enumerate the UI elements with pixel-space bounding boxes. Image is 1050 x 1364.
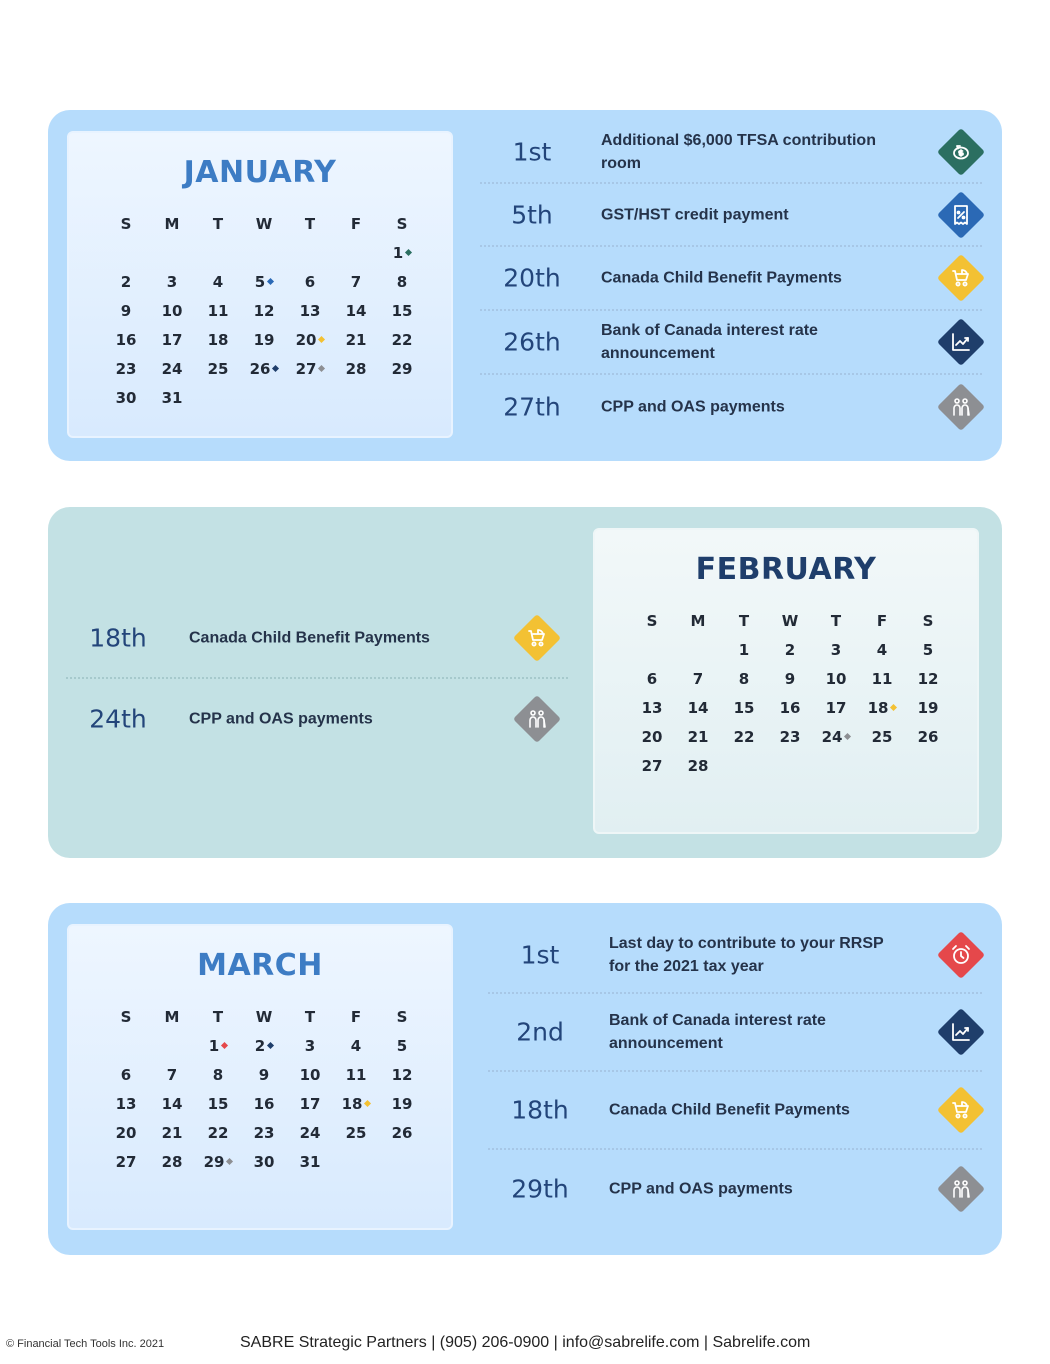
calendar-day: 17 — [161, 331, 183, 349]
calendar-day: 3 — [166, 273, 178, 291]
calendar-day: 18 — [333, 1093, 379, 1122]
calendar-day: 19 — [253, 331, 275, 349]
event-marker-dot — [318, 336, 325, 343]
contact-line: SABRE Strategic Partners | (905) 206-0900 | info@sabrelife.com | Sabrelife.com — [240, 1334, 811, 1351]
event-date: 20th — [503, 263, 561, 293]
calendar-day: 8 — [738, 670, 750, 688]
empty-day-cell — [103, 242, 149, 271]
calendar-day: 2 — [241, 1035, 287, 1064]
event-marker-dot — [272, 365, 279, 372]
calendar-day: 4 — [350, 1037, 362, 1055]
weekday-header: M — [690, 612, 706, 630]
weekday-header: W — [255, 1008, 273, 1026]
empty-day-cell — [241, 242, 287, 271]
calendar-day: 10 — [825, 670, 847, 688]
february-grid — [629, 610, 951, 784]
calendar-day: 27 — [287, 358, 333, 387]
calendar-day: 22 — [391, 331, 413, 349]
trend-chart-icon — [937, 1008, 985, 1056]
calendar-day: 15 — [733, 699, 755, 717]
calendar-day: 9 — [784, 670, 796, 688]
event-description: Canada Child Benefit Payments — [601, 269, 842, 287]
weekday-header: M — [164, 215, 180, 233]
event-date: 27th — [503, 392, 561, 422]
january-panel — [48, 110, 1002, 461]
calendar-day: 21 — [345, 331, 367, 349]
weekday-header: M — [164, 1008, 180, 1026]
calendar-day: 12 — [253, 302, 275, 320]
event-date: 18th — [511, 1095, 569, 1125]
march-panel — [48, 903, 1002, 1255]
weekday-header: T — [830, 612, 842, 630]
event-date: 29th — [511, 1174, 569, 1204]
calendar-day: 1 — [738, 641, 750, 659]
calendar-day: 11 — [345, 1066, 367, 1084]
event-marker-dot — [267, 278, 274, 285]
seniors-icon — [937, 1165, 985, 1213]
calendar-day: 26 — [917, 728, 939, 746]
calendar-day: 13 — [299, 302, 321, 320]
event-row — [488, 994, 982, 1072]
event-description: CPP and OAS payments — [609, 1180, 793, 1198]
calendar-day: 25 — [345, 1124, 367, 1142]
event-description: CPP and OAS payments — [189, 710, 373, 728]
weekday-header: T — [212, 215, 224, 233]
calendar-day: 18 — [207, 331, 229, 349]
calendar-day: 12 — [917, 670, 939, 688]
march-calendar — [67, 924, 453, 1230]
calendar-day: 20 — [115, 1124, 137, 1142]
event-date: 5th — [511, 200, 553, 229]
calendar-day: 12 — [391, 1066, 413, 1084]
calendar-day: 23 — [115, 360, 137, 378]
calendar-day: 25 — [871, 728, 893, 746]
calendar-day: 17 — [825, 699, 847, 717]
event-row — [488, 1150, 982, 1228]
calendar-day: 3 — [830, 641, 842, 659]
calendar-day: 27 — [115, 1153, 137, 1171]
weekday-header: S — [646, 612, 658, 630]
event-row — [66, 599, 568, 679]
calendar-day: 16 — [115, 331, 137, 349]
weekday-header: F — [350, 1008, 362, 1026]
event-date: 1st — [512, 137, 552, 167]
calendar-day: 23 — [253, 1124, 275, 1142]
calendar-day: 25 — [207, 360, 229, 378]
calendar-day: 13 — [115, 1095, 137, 1113]
calendar-day: 26 — [241, 358, 287, 387]
event-row — [480, 311, 982, 375]
event-date: 26th — [503, 327, 561, 357]
event-description: Canada Child Benefit Payments — [189, 629, 430, 647]
event-date: 24th — [89, 704, 147, 734]
event-description: CPP and OAS payments — [601, 398, 785, 416]
calendar-day: 6 — [646, 670, 658, 688]
calendar-day: 24 — [299, 1124, 321, 1142]
weekday-header: T — [304, 1008, 316, 1026]
calendar-day: 13 — [641, 699, 663, 717]
february-events — [66, 599, 568, 759]
event-row — [66, 679, 568, 759]
calendar-day: 5 — [396, 1037, 408, 1055]
calendar-day: 15 — [207, 1095, 229, 1113]
calendar-day: 16 — [779, 699, 801, 717]
weekday-header: T — [212, 1008, 224, 1026]
march-title: MARCH — [197, 948, 323, 983]
calendar-day: 17 — [299, 1095, 321, 1113]
calendar-day: 1 — [195, 1035, 241, 1064]
calendar-day: 2 — [120, 273, 132, 291]
event-row — [488, 918, 982, 994]
stroller-icon — [937, 254, 985, 302]
calendar-day: 22 — [207, 1124, 229, 1142]
empty-day-cell — [333, 242, 379, 271]
receipt-percent-icon — [937, 190, 985, 238]
event-marker-dot — [221, 1042, 228, 1049]
weekday-header: S — [120, 1008, 132, 1026]
february-panel — [48, 507, 1002, 858]
calendar-day: 18 — [859, 697, 905, 726]
event-row — [480, 122, 982, 184]
weekday-header: S — [922, 612, 934, 630]
calendar-day: 7 — [350, 273, 362, 291]
empty-day-cell — [149, 242, 195, 271]
calendar-day: 30 — [115, 389, 137, 407]
calendar-day: 30 — [253, 1153, 275, 1171]
calendar-day: 29 — [391, 360, 413, 378]
calendar-day: 21 — [161, 1124, 183, 1142]
copyright-text: © Financial Tech Tools Inc. 2021 — [6, 1338, 165, 1350]
event-date: 2nd — [516, 1017, 564, 1047]
calendar-day: 9 — [120, 302, 132, 320]
event-marker-dot — [318, 365, 325, 372]
weekday-header: S — [396, 1008, 408, 1026]
january-title: JANUARY — [183, 155, 337, 190]
march-events — [488, 918, 982, 1228]
calendar-day: 9 — [258, 1066, 270, 1084]
calendar-day: 8 — [396, 273, 408, 291]
seniors-icon — [513, 695, 561, 743]
calendar-day: 26 — [391, 1124, 413, 1142]
calendar-day: 29 — [195, 1151, 241, 1180]
event-description: Last day to contribute to your RRSP for the 2021 tax year — [609, 935, 884, 975]
event-row — [480, 375, 982, 439]
event-marker-dot — [364, 1100, 371, 1107]
event-marker-dot — [405, 249, 412, 256]
calendar-day: 20 — [641, 728, 663, 746]
weekday-header: W — [255, 215, 273, 233]
event-row — [480, 247, 982, 311]
calendar-day: 10 — [299, 1066, 321, 1084]
calendar-day: 14 — [161, 1095, 183, 1113]
weekday-header: S — [120, 215, 132, 233]
calendar-day: 20 — [287, 329, 333, 358]
empty-day-cell — [103, 1035, 149, 1064]
weekday-header: F — [350, 215, 362, 233]
calendar-day: 27 — [641, 757, 663, 775]
calendar-day: 24 — [161, 360, 183, 378]
event-description: Canada Child Benefit Payments — [609, 1101, 850, 1119]
event-marker-dot — [267, 1042, 274, 1049]
calendar-day: 19 — [391, 1095, 413, 1113]
calendar-day: 6 — [120, 1066, 132, 1084]
alarm-clock-icon — [937, 931, 985, 979]
calendar-day: 11 — [871, 670, 893, 688]
calendar-day: 8 — [212, 1066, 224, 1084]
calendar-day: 23 — [779, 728, 801, 746]
february-title: FEBRUARY — [695, 552, 877, 587]
calendar-day: 7 — [692, 670, 704, 688]
event-description: GST/HST credit payment — [601, 206, 789, 223]
calendar-day: 21 — [687, 728, 709, 746]
calendar-day: 22 — [733, 728, 755, 746]
stroller-icon — [937, 1086, 985, 1134]
event-date: 1st — [520, 940, 560, 970]
weekday-header: F — [876, 612, 888, 630]
stroller-icon — [513, 614, 561, 662]
event-marker-dot — [226, 1158, 233, 1165]
weekday-header: S — [396, 215, 408, 233]
event-date: 18th — [89, 623, 147, 653]
march-grid — [103, 1006, 425, 1180]
calendar-day: 5 — [922, 641, 934, 659]
calendar-day: 4 — [876, 641, 888, 659]
calendar-day: 10 — [161, 302, 183, 320]
january-grid — [103, 213, 425, 416]
calendar-day: 31 — [161, 389, 183, 407]
empty-day-cell — [287, 242, 333, 271]
calendar-day: 7 — [166, 1066, 178, 1084]
calendar-day: 4 — [212, 273, 224, 291]
event-row — [488, 1072, 982, 1150]
calendar-day: 6 — [304, 273, 316, 291]
calendar-day: 1 — [379, 242, 425, 271]
calendar-day: 28 — [687, 757, 709, 775]
empty-day-cell — [629, 639, 675, 668]
event-description: Bank of Canada interest rate announcement — [601, 322, 818, 362]
february-calendar — [593, 528, 979, 834]
calendar-day: 19 — [917, 699, 939, 717]
weekday-header: W — [781, 612, 799, 630]
weekday-header: T — [304, 215, 316, 233]
seniors-icon — [937, 383, 985, 431]
calendar-day: 28 — [161, 1153, 183, 1171]
calendar-day: 5 — [241, 271, 287, 300]
calendar-day: 2 — [784, 641, 796, 659]
trend-chart-icon — [937, 318, 985, 366]
event-description: Additional $6,000 TFSA contribution room — [601, 132, 876, 172]
calendar-day: 28 — [345, 360, 367, 378]
piggy-bank-icon — [937, 128, 985, 176]
calendar-day: 15 — [391, 302, 413, 320]
empty-day-cell — [195, 242, 241, 271]
calendar-day: 14 — [687, 699, 709, 717]
weekday-header: T — [738, 612, 750, 630]
event-marker-dot — [844, 733, 851, 740]
event-row — [480, 184, 982, 247]
event-description: Bank of Canada interest rate announcement — [609, 1012, 826, 1052]
calendar-day: 11 — [207, 302, 229, 320]
empty-day-cell — [675, 639, 721, 668]
calendar-day: 31 — [299, 1153, 321, 1171]
calendar-day: 3 — [304, 1037, 316, 1055]
event-marker-dot — [890, 704, 897, 711]
january-calendar — [67, 131, 453, 438]
calendar-day: 14 — [345, 302, 367, 320]
calendar-day: 16 — [253, 1095, 275, 1113]
empty-day-cell — [149, 1035, 195, 1064]
january-events — [480, 122, 982, 439]
calendar-day: 24 — [813, 726, 859, 755]
